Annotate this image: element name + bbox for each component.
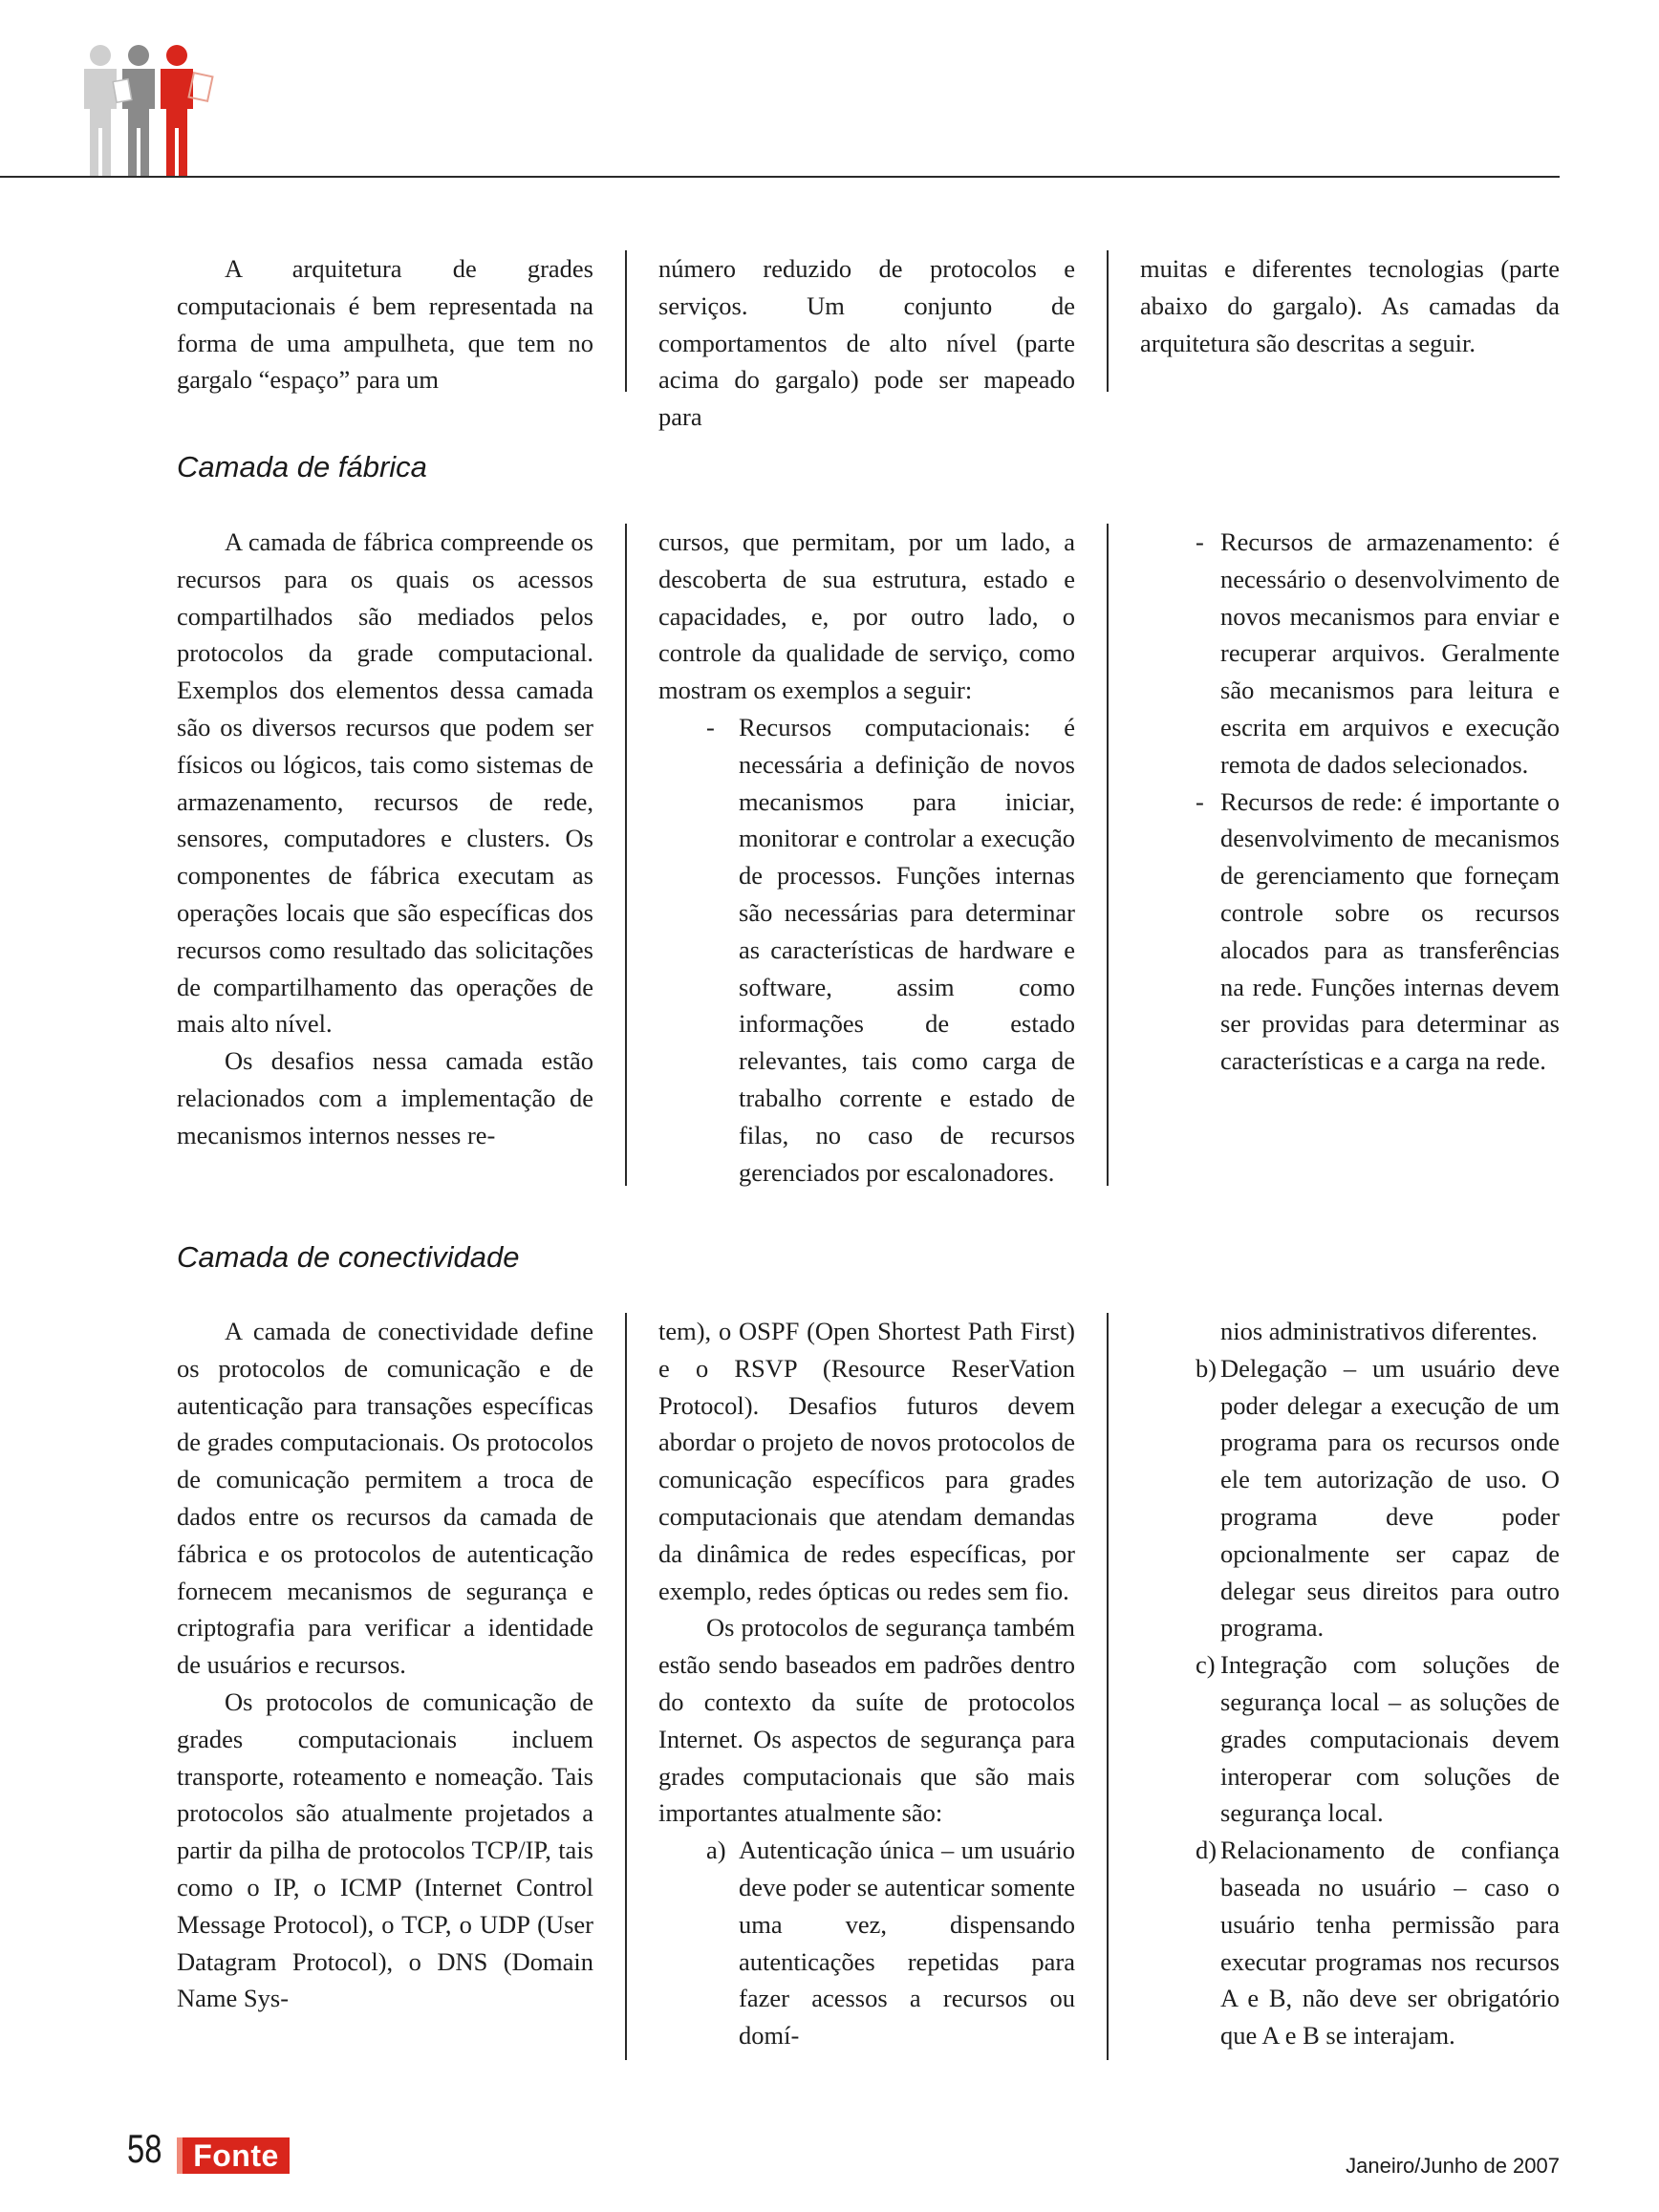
section1-row (177, 524, 1560, 1186)
paragraph: Os protocolos de comunicação de grades computacionais incluem transporte, roteamento e nomeação. Tais protocolos são atualmente projetados a partir da pilha de protocolos TCP/IP, tais como o IP, o ICMP (Internet Control Message Protocol), o TCP, o UDP (User Datagram Protocol), o DNS (Domain Name Sys- (177, 1686, 593, 2013)
list-marker: - (706, 712, 715, 741)
list-item-text: Integração com soluções de segurança local – as soluções de grades computacionais devem interoperar com soluções de segurança local. (1220, 1650, 1560, 1828)
list-item-text: Recursos computacionais: é necessária a definição de novos mecanismos para iniciar, monitorar e controlar a execução de processos. Funções internas são necessárias para determinar as características de hardware e software, assim como informações de estado relevantes, tais como carga de trabalho corrente e estado de filas, no caso de recursos gerenciados por escalonadores. (739, 712, 1075, 1187)
column-divider (625, 524, 627, 1186)
list-item-text: Delegação – um usuário deve poder delegar a execução de um programa para os recursos onde ele tem autorização de uso. O programa deve poder opcionalmente ser capaz de delegar seus direitos para outro programa. (1220, 1353, 1560, 1643)
figure-light-gray (84, 45, 117, 176)
column-divider (625, 1313, 627, 2060)
list-item (1140, 784, 1560, 1080)
figure-dark-gray (122, 45, 155, 176)
paragraph: A camada de conectividade define os protocolos de comunicação e de autenticação para transações específicas de grades computacionais. Os protocolos de comunicação permitem a troca de dados entre os recursos da camada de fábrica e os protocolos de autenticação fornecem mecanismos de segurança e criptografia para verificar a identidade de usuários e recursos. (177, 1317, 593, 1680)
list-marker: - (1196, 527, 1204, 556)
intro-col1-paragraph: A arquitetura de grades computacionais é bem representada na forma de uma ampulheta, que tem no gargalo “espaço” para um (177, 254, 593, 395)
list-marker: a) (706, 1836, 726, 1865)
page-number: 58 (127, 2126, 162, 2171)
list-item (1140, 1350, 1560, 1646)
column-divider (625, 250, 627, 392)
list-marker: d) (1196, 1836, 1217, 1865)
header-people-logo (76, 42, 220, 178)
list-item (1140, 1832, 1560, 2054)
list-item (658, 709, 1075, 1191)
list-item (658, 1832, 1075, 2054)
column-divider (1107, 524, 1109, 1186)
list-item-continuation (1140, 1313, 1560, 1350)
list-marker: b) (1196, 1353, 1217, 1383)
list-item-text: Recursos de armazenamento: é necessário o desenvolvimento de novos mecanismos para enviar e recuperar arquivos. Geralmente são mecanismos para leitura e escrita em arquivos e execução remota de dados selecionados. (1220, 527, 1560, 779)
list-item-text: nios administrativos diferentes. (1220, 1317, 1538, 1345)
list-item (1140, 524, 1560, 784)
section2-row (177, 1313, 1560, 2060)
paragraph: A camada de fábrica compreende os recursos para os quais os acessos compartilhados são mediados pelos protocolos da grade computacional. Exemplos dos elementos dessa camada são os diversos recursos que podem ser físicos ou lógicos, tais como sistemas de armazenamento, recursos de rede, sensores, computadores e clusters. Os componentes de fábrica executam as operações locais que são específicas dos recursos como resultado das solicitações de compartilhamento das operações de mais alto nível. (177, 527, 593, 1039)
header-rule (0, 176, 1560, 178)
section-heading-conectividade: Camada de conectividade (177, 1240, 520, 1274)
paragraph: tem), o OSPF (Open Shortest Path First) e o RSVP (Resource ReserVation Protocol). Desafios futuros devem abordar o projeto de novos protocolos de comunicação específicos para grades computacionais que atendam demandas da dinâmica de redes específicas, por exemplo, redes ópticas ou redes sem fio. (658, 1317, 1075, 1605)
list-item (1140, 1646, 1560, 1832)
magazine-logo: Fonte (177, 2137, 290, 2174)
paragraph: Os desafios nessa camada estão relacionados com a implementação de mecanismos internos nesses re- (177, 1046, 593, 1149)
column-divider (1107, 250, 1109, 392)
issue-date: Janeiro/Junho de 2007 (1346, 2154, 1560, 2178)
intro-col3-paragraph: muitas e diferentes tecnologias (parte abaixo do gargalo). As camadas da arquitetura são descritas a seguir. (1140, 254, 1560, 357)
paragraph: Os protocolos de segurança também estão sendo baseados em padrões dentro do contexto da suíte de protocolos Internet. Os aspectos de segurança para grades computacionais que são mais importantes atualmente são: (658, 1613, 1075, 1828)
column-divider (1107, 1313, 1109, 2060)
paragraph: cursos, que permitam, por um lado, a descoberta de sua estrutura, estado e capacidades, e, por outro lado, o controle da qualidade de serviço, como mostram os exemplos a seguir: (658, 527, 1075, 705)
intro-col2-paragraph: número reduzido de protocolos e serviços. Um conjunto de comportamentos de alto nível (parte acima do gargalo) pode ser mapeado para (658, 254, 1075, 432)
list-item-text: Recursos de rede: é importante o desenvolvimento de mecanismos de gerenciamento que forneçam controle sobre os recursos alocados para as transferências na rede. Funções internas devem ser providas para determinar as características e a carga na rede. (1220, 786, 1560, 1076)
list-marker: c) (1196, 1650, 1216, 1680)
figure-red (161, 45, 212, 176)
section-heading-fabrica: Camada de fábrica (177, 450, 427, 483)
list-item-text: Autenticação única – um usuário deve poder se autenticar somente uma vez, dispensando autenticações repetidas para fazer acessos a recursos ou domí- (739, 1836, 1075, 2051)
list-item-text: Relacionamento de confiança baseada no usuário – caso o usuário tenha permissão para executar programas nos recursos A e B, não deve ser obrigatório que A e B se interajam. (1220, 1836, 1560, 2051)
list-marker: - (1196, 786, 1204, 816)
intro-row (177, 250, 1560, 432)
